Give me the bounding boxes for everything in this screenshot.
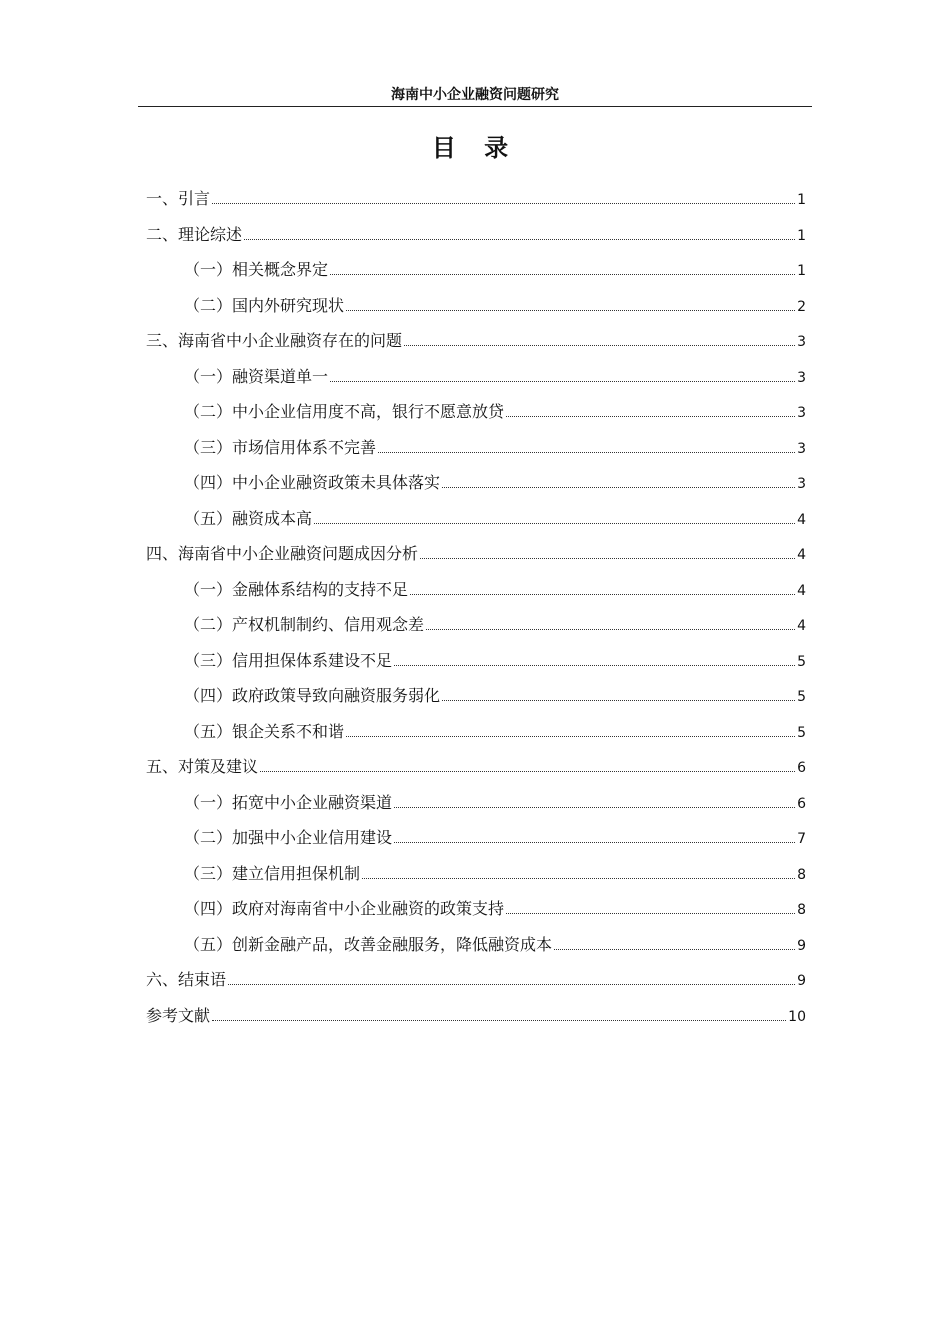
toc-page-number: 4 [797,511,806,528]
toc-entry[interactable] [146,862,806,898]
toc-dot-leader [410,593,795,595]
toc-entry-text: （一）拓宽中小企业融资渠道 [184,792,393,812]
toc-entry-text: （五）银企关系不和谐 [184,721,345,741]
toc-page-number: 5 [797,689,806,705]
running-header: 海南中小企业融资问题研究 [138,86,812,107]
toc-dot-leader [346,309,795,311]
toc-entry[interactable] [146,329,806,365]
toc-page-number: 10 [788,1008,806,1025]
toc-page-number: 9 [797,973,806,989]
toc-title: 目 录 [431,134,519,162]
toc-entry-text: （二）加强中小企业信用建设 [184,828,393,847]
toc-entry-text: 四、海南省中小企业融资问题成因分析 [146,544,419,563]
toc-page-number: 6 [797,760,806,776]
toc-entry-text: 五、对策及建议 [146,757,259,776]
toc-entry[interactable] [146,578,806,614]
toc-entry-text: 一、引言 [146,189,211,208]
toc-entry-text: 参考文献 [146,1005,211,1025]
toc-dot-leader [228,983,795,985]
toc-entry-text: 三、海南省中小企业融资存在的问题 [146,331,403,350]
toc-dot-leader [426,628,795,630]
toc-page-number: 3 [797,369,806,386]
toc-dot-leader [378,451,795,453]
toc-dot-leader [442,486,795,488]
toc-entry[interactable] [146,294,806,330]
table-of-contents [146,187,806,1039]
toc-dot-leader [420,557,795,559]
toc-entry-text: （二）国内外研究现状 [184,295,345,315]
toc-page-number: 4 [797,582,806,599]
toc-entry-text: （四）政府对海南省中小企业融资的政策支持 [184,899,505,918]
toc-page-number: 8 [797,902,806,918]
toc-dot-leader [362,877,795,879]
toc-dot-leader [212,202,795,204]
toc-entry-text: （二）产权机制制约、信用观念差 [184,615,425,634]
toc-page-number: 3 [797,334,806,350]
toc-entry[interactable] [146,649,806,685]
toc-entry-text: （四）中小企业融资政策未具体落实 [184,473,441,492]
toc-entry[interactable] [146,436,806,472]
toc-entry[interactable] [146,791,806,827]
toc-page-number: 9 [797,937,806,954]
toc-entry-text: 六、结束语 [146,970,227,989]
toc-dot-leader [260,770,795,772]
toc-entry[interactable] [146,755,806,791]
toc-dot-leader [554,948,795,950]
toc-entry[interactable] [146,400,806,436]
toc-page-number: 1 [797,192,806,208]
toc-page-number: 6 [797,795,806,812]
toc-entry-text: （一）相关概念界定 [184,260,329,279]
toc-entry[interactable] [146,258,806,294]
toc-entry[interactable] [146,968,806,1004]
toc-entry[interactable] [146,613,806,649]
toc-dot-leader [404,344,795,346]
toc-entry-text: （三）市场信用体系不完善 [184,437,377,457]
toc-page-number: 5 [797,724,806,741]
toc-entry[interactable] [146,826,806,862]
toc-entry-text: （五）融资成本高 [184,508,313,528]
toc-entry-text: （五）创新金融产品，改善金融服务，降低融资成本 [184,934,553,954]
toc-entry[interactable] [146,1004,806,1040]
toc-entry-text: （四）政府政策导致向融资服务弱化 [184,686,441,705]
toc-entry[interactable] [146,365,806,401]
toc-page-number: 8 [797,866,806,883]
toc-entry-text: 二、理论综述 [146,224,243,244]
toc-page-number: 5 [797,653,806,670]
toc-entry[interactable] [146,684,806,720]
toc-dot-leader [314,522,795,524]
toc-page-number: 4 [797,547,806,563]
toc-dot-leader [506,912,795,914]
toc-page-number: 1 [797,227,806,244]
toc-entry[interactable] [146,897,806,933]
toc-entry[interactable] [146,223,806,259]
toc-entry-text: （三）建立信用担保机制 [184,863,361,883]
toc-page-number: 4 [797,618,806,634]
toc-dot-leader [442,699,795,701]
toc-entry-text: （二）中小企业信用度不高，银行不愿意放贷 [184,402,505,421]
toc-dot-leader [330,380,795,382]
toc-page-number: 1 [797,263,806,279]
toc-page-number: 7 [797,831,806,847]
toc-entry[interactable] [146,933,806,969]
toc-entry[interactable] [146,720,806,756]
toc-dot-leader [244,238,795,240]
toc-page-number: 2 [797,298,806,315]
toc-dot-leader [394,664,795,666]
toc-entry[interactable] [146,542,806,578]
toc-dot-leader [394,806,795,808]
toc-dot-leader [346,735,795,737]
toc-entry[interactable] [146,471,806,507]
toc-entry[interactable] [146,507,806,543]
toc-entry-text: （一）融资渠道单一 [184,366,329,386]
toc-page-number: 3 [797,440,806,457]
toc-entry-text: （三）信用担保体系建设不足 [184,650,393,670]
toc-dot-leader [506,415,795,417]
toc-entry-text: （一）金融体系结构的支持不足 [184,579,409,599]
toc-dot-leader [212,1019,786,1021]
toc-page-number: 3 [797,405,806,421]
toc-dot-leader [394,841,795,843]
toc-page-number: 3 [797,476,806,492]
toc-dot-leader [330,273,795,275]
toc-entry[interactable] [146,187,806,223]
